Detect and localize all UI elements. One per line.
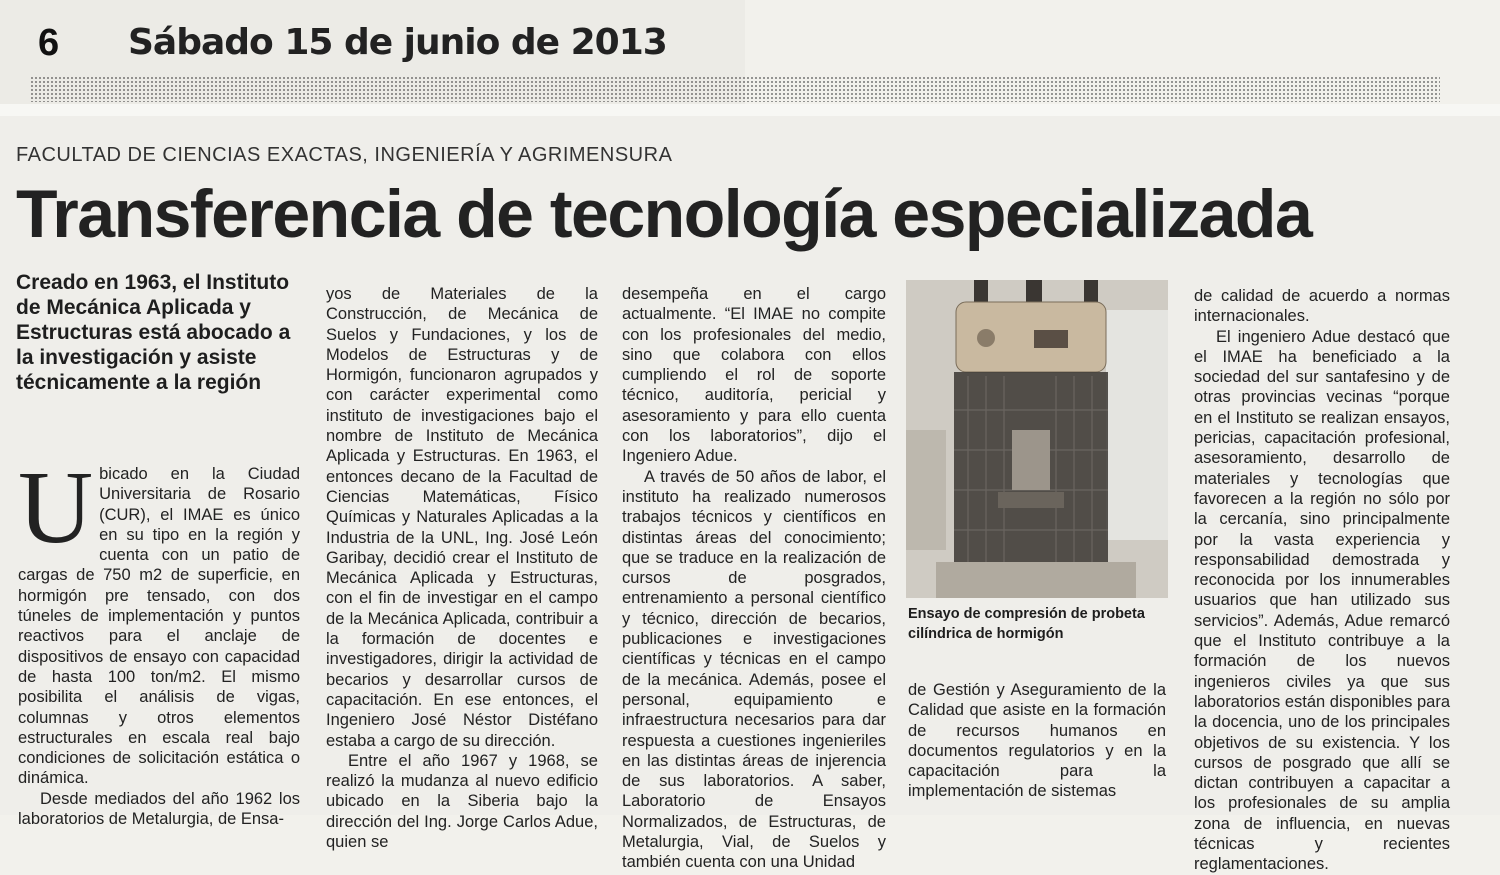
headline: Transferencia de tecnología especializada — [16, 176, 1312, 252]
halftone-divider — [30, 76, 1440, 102]
page-gap — [0, 104, 1500, 116]
testing-machine-photo — [906, 280, 1168, 598]
column-3 — [622, 284, 886, 873]
dropcap: U — [18, 450, 94, 565]
column-4 — [908, 680, 1166, 802]
article-clipping — [0, 116, 1500, 874]
paragraph: yos de Materiales de la Construcción, de Mecánica de Suelos y Fundaciones, y los de Modelos de Estructuras y de Hormigón, funcionaron agrupados y con carácter experimental como instituto de investigaciones bajo el nombre de Instituto de Mecánica Aplicada y Estructuras. En 1963, el entonces decano de la Facultad de Ciencias Matemáticas, Físico Químicas y Naturales Aplicadas a la Industria de la UNL, Ing. José León Garibay, decidió crear el Instituto de Mecánica Aplicada y Estructuras, con el fin de investigar en el campo de la Mecánica Aplicada, contribuir a la formación de docentes e investigadores, dirigir la actividad de becarios y desarrollar cursos de capacitación. En ese entonces, el Ingeniero José Néstor Distéfano estaba a cargo de su dirección. — [326, 285, 598, 750]
paragraph: de Gestión y Aseguramiento de la Calidad que asiste en la formación de recursos humanos en documentos regulatorios y en la capacitación para la implementación de sistemas — [908, 681, 1166, 801]
paragraph: desempeña en el cargo actualmente. “El IMAE no compite con los profesionales del medio, sino que colabora con ellos cumpliendo el rol de soporte técnico, auditoría, pericial y asesoramiento y para ello cuenta con los laboratorios”, dijo el Ingeniero Adue. — [622, 285, 886, 466]
paragraph: A través de 50 años de labor, el instituto ha realizado numerosos trabajos técnicos y científicos en distintas áreas del conocimiento; que se traduce en la realización de cursos de posgrados, entrenamiento a personal científico y técnico, dirección de becarios, publicaciones e investigaciones científicas y técnicas en el campo de la mecánica. Además, posee el personal, equipamiento e infraestructura necesarios para dar respuesta a cuestiones ingenieriles en las distintas áreas de injerencia de sus laboratorios. A saber, Laboratorio de Ensayos Normalizados, de Estructuras, de Metalurgia, Vial, de Suelos y también cuenta con una Unidad — [622, 467, 886, 872]
paragraph: Desde mediados del año 1962 los laboratorios de Metalurgia, de Ensa- — [18, 789, 300, 829]
page-number: 6 — [38, 22, 60, 64]
article-deck: Creado en 1963, el Instituto de Mecánica Aplicada y Estructuras está abocado a la investigación y asiste técnicamente a la región — [16, 271, 291, 394]
column-5 — [1194, 286, 1450, 875]
photo-caption: Ensayo de compresión de probeta cilíndrica de hormigón — [908, 606, 1145, 642]
column-2 — [326, 284, 598, 852]
compression-press-illustration — [906, 280, 1168, 598]
lead-text: bicado en la Ciudad Universitaria de Rosario (CUR), el IMAE es único en su tipo en la región y cuenta con un patio de cargas de 750 m2 de superficie, en hormigón pre tensado, con dos túneles de implementación y puntos reactivos para el anclaje de dispositivos de ensayo con capacidad de hasta 100 ton/m2. El mismo posibilita el análisis de vigas, columnas y otros elementos estructurales en escala real bajo condiciones de solicitación estática o dinámica. — [18, 465, 300, 788]
issue-date: Sábado 15 de junio de 2013 — [128, 22, 667, 63]
section-kicker: FACULTAD DE CIENCIAS EXACTAS, INGENIERÍA Y AGRIMENSURA — [16, 144, 673, 166]
paragraph: El ingeniero Adue destacó que el IMAE ha beneficiado a la sociedad del sur santafesino y de otras provincias vecinas “porque en el Instituto se realizan ensayos, pericias, capacitación profesional, asesoramiento, desarrollo de materiales y tecnologías que favorecen a la región no sólo por la cercanía, sino principalmente por la vasta experiencia y responsabilidad demostrada y reconocida por los innumerables usuarios que han utilizado sus servicios”. Además, Adue remarcó que el Instituto contribuye a la formación de los nuevos ingenieros civiles ya que sus laboratorios están disponibles para la docencia, uno de los principales objetivos de su existencia. Y los cursos de posgrado que allí se dictan contribuyen a capacitar a los profesionales de su amplia zona de influencia, en nuevas técnicas y recientes reglamentaciones. — [1194, 327, 1450, 874]
paragraph: Entre el año 1967 y 1968, se realizó la mudanza al nuevo edificio ubicado en la Siberia bajo la dirección del Ing. Jorge Carlos Adue, quien se — [326, 751, 598, 852]
paragraph: de calidad de acuerdo a normas internacionales. — [1194, 287, 1450, 326]
column-1 — [18, 450, 300, 829]
lead-paragraph — [18, 450, 300, 789]
